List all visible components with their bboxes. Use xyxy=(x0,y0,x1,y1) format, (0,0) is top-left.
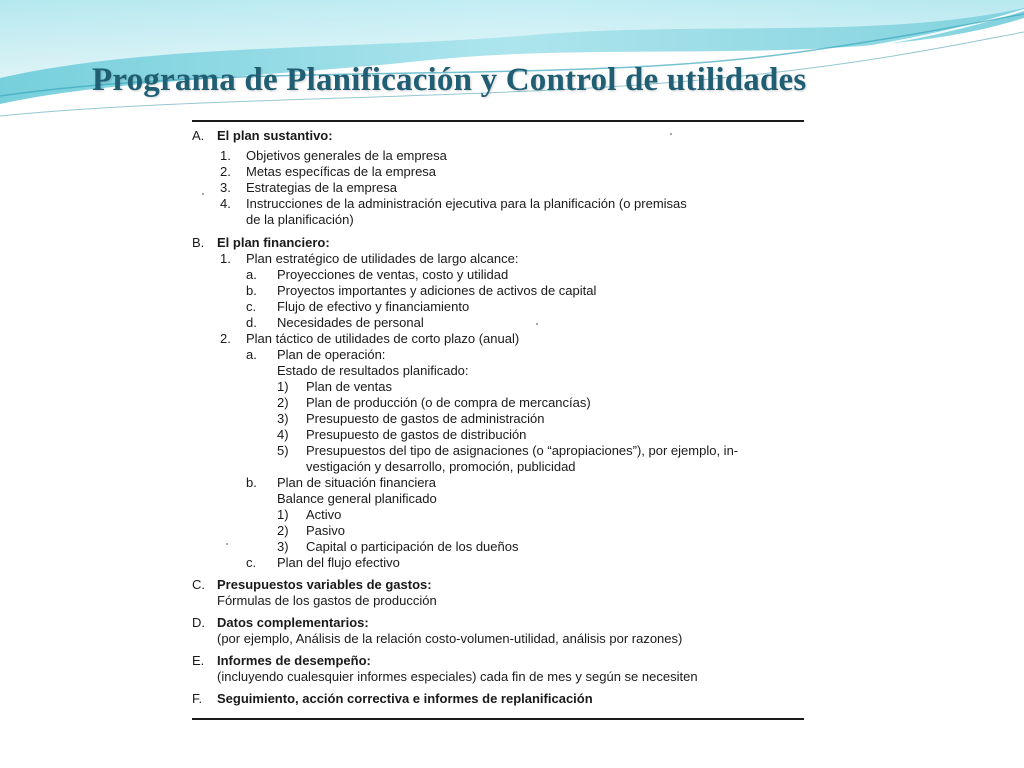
outline-item-text: Plan de producción (o de compra de mercancías) xyxy=(306,395,591,410)
outline-marker: F. xyxy=(192,691,203,706)
outline-item-text: Plan de operación: xyxy=(277,347,386,362)
outline-marker: C. xyxy=(192,577,205,592)
outline-marker: 4) xyxy=(277,427,289,442)
document-bottom-rule xyxy=(192,718,804,720)
outline-item-text: (por ejemplo, Análisis de la relación costo-volumen-utilidad, análisis por razones) xyxy=(217,631,683,646)
outline-marker: 1. xyxy=(220,148,231,163)
outline-section-heading: Informes de desempeño: xyxy=(217,653,371,668)
outline-item-text: Presupuesto de gastos de administración xyxy=(306,411,545,426)
outline-item-text: Plan de situación financiera xyxy=(277,475,436,490)
outline-marker: d. xyxy=(246,315,257,330)
outline-item-text: Proyecciones de ventas, costo y utilidad xyxy=(277,267,509,282)
outline-marker: 1) xyxy=(277,379,289,394)
outline-item-text: Necesidades de personal xyxy=(277,315,424,330)
outline-marker: 3. xyxy=(220,180,231,195)
outline-marker: c. xyxy=(246,299,257,314)
outline-marker: b. xyxy=(246,475,257,490)
outline-marker: E. xyxy=(192,653,205,668)
outline-item-text: Flujo de efectivo y financiamiento xyxy=(277,299,470,314)
outline-section-heading: Presupuestos variables de gastos: xyxy=(217,577,432,592)
outline-item-text: vestigación y desarrollo, promoción, publicidad xyxy=(306,459,576,474)
outline-marker: 2) xyxy=(277,523,289,538)
outline-item-text: Estrategias de la empresa xyxy=(246,180,398,195)
outline-item-text: Plan estratégico de utilidades de largo alcance: xyxy=(246,251,519,266)
outline-marker: D. xyxy=(192,615,205,630)
outline-item-text: Estado de resultados planificado: xyxy=(277,363,469,378)
outline-marker: 1. xyxy=(220,251,231,266)
outline-item-text: Instrucciones de la administración ejecutiva para la planificación (o premisas xyxy=(246,196,687,211)
outline-item-text: (incluyendo cualesquier informes especiales) cada fin de mes y según se necesiten xyxy=(217,669,698,684)
outline-item-text: Balance general planificado xyxy=(277,491,437,506)
outline-item-text: Plan táctico de utilidades de corto plazo (anual) xyxy=(246,331,520,346)
outline-item-text: Plan del flujo efectivo xyxy=(277,555,400,570)
outline-section-heading: Seguimiento, acción correctiva e informes de replanificación xyxy=(217,691,593,706)
outline-item-text: Metas específicas de la empresa xyxy=(246,164,437,179)
slide-title: Programa de Planificación y Control de utilidades xyxy=(92,62,807,98)
outline-marker: 2. xyxy=(220,331,231,346)
outline-item-text: de la planificación) xyxy=(246,212,354,227)
document-top-rule xyxy=(192,120,804,122)
outline-item-text: Proyectos importantes y adiciones de activos de capital xyxy=(277,283,597,298)
scan-speck xyxy=(226,543,228,545)
scan-speck xyxy=(670,133,672,135)
outline-marker: 2) xyxy=(277,395,289,410)
outline-marker: b. xyxy=(246,283,257,298)
outline-section-heading: Datos complementarios: xyxy=(217,615,369,630)
outline-item-text: Presupuesto de gastos de distribución xyxy=(306,427,527,442)
outline-section-heading: El plan sustantivo: xyxy=(217,128,333,143)
outline-marker: 3) xyxy=(277,539,289,554)
scan-speck xyxy=(202,193,204,195)
outline-section-heading: El plan financiero: xyxy=(217,235,330,250)
outline-marker: A. xyxy=(192,128,205,143)
outline-item-text: Objetivos generales de la empresa xyxy=(246,148,447,163)
outline-marker: a. xyxy=(246,347,257,362)
outline-marker: a. xyxy=(246,267,257,282)
scan-speck xyxy=(536,323,538,325)
outline-marker: 4. xyxy=(220,196,231,211)
outline-item-text: Pasivo xyxy=(306,523,346,538)
outline-marker: 3) xyxy=(277,411,289,426)
outline-item-text: Presupuestos del tipo de asignaciones (o “apropiaciones”), por ejemplo, in- xyxy=(306,443,739,458)
outline-marker: c. xyxy=(246,555,257,570)
outline-item-text: Activo xyxy=(306,507,342,522)
outline-marker: 5) xyxy=(277,443,289,458)
scanned-outline-document xyxy=(186,113,826,724)
outline-marker: B. xyxy=(192,235,205,250)
outline-item-text: Capital o participación de los dueños xyxy=(306,539,519,554)
outline-marker: 1) xyxy=(277,507,289,522)
outline-item-text: Fórmulas de los gastos de producción xyxy=(217,593,437,608)
outline-marker: 2. xyxy=(220,164,231,179)
outline-item-text: Plan de ventas xyxy=(306,379,393,394)
